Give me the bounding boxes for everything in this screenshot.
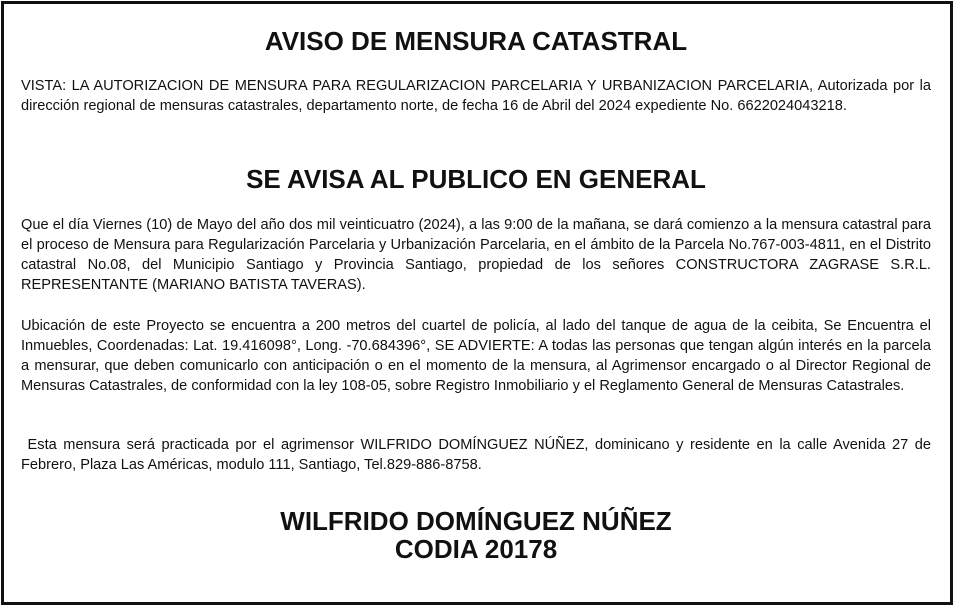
notice-title: AVISO DE MENSURA CATASTRAL (264, 26, 688, 56)
authorization-paragraph: VISTA: LA AUTORIZACION DE MENSURA PARA REGULARIZACION PARCELARIA Y URBANIZACION PARCELARIA, Autorizada por la dirección regional de mensuras catastrales, departamento norte, de fecha 16 de Abril del 2024 expediente No. 6622024043218. (21, 78, 931, 114)
notice-frame (1, 1, 953, 605)
surveyor-paragraph: Esta mensura será practicada por el agrimensor WILFRIDO DOMÍNGUEZ NÚÑEZ, dominicano y residente en la calle Avenida 27 de Febrero, Plaza Las Américas, modulo 111, Santiago, Tel.829-886-8758. (21, 437, 931, 473)
survey-date-paragraph: Que el día Viernes (10) de Mayo del año dos mil veinticuatro (2024), a las 9:00 de la mañana, se dará comienzo a la mensura catastral para el proceso de Mensura para Regularización Parcelaria y Urbanización Parcelaria, en el ámbito de la Parcela No.767-003-4811, en el Distrito catastral No.08, del Municipio Santiago y Provincia Santiago, propiedad de los señores CONSTRUCTORA ZAGRASE S.R.L. REPRESENTANTE (MARIANO BATISTA TAVERAS). (21, 217, 931, 293)
location-paragraph: Ubicación de este Proyecto se encuentra a 200 metros del cuartel de policía, al lado del tanque de agua de la ceibita, Se Encuentra el Inmuebles, Coordenadas: Lat. 19.416098°, Long. -70.684396°, SE ADVIERTE: A todas las personas que tengan algún interés en la parcela a mensurar, que deben comunicarlo con anticipación o en el momento de la mensura, al Agrimensor encargado o al Director Regional de Mensuras Catastrales, de conformidad con la ley 108-05, sobre Registro Inmobiliario y el Reglamento General de Mensuras Catastrales. (21, 318, 931, 394)
signature-codia: CODIA 20178 (394, 534, 558, 564)
signature-name: WILFRIDO DOMÍNGUEZ NÚÑEZ (280, 506, 672, 536)
public-notice-heading: SE AVISA AL PUBLICO EN GENERAL (246, 164, 706, 194)
